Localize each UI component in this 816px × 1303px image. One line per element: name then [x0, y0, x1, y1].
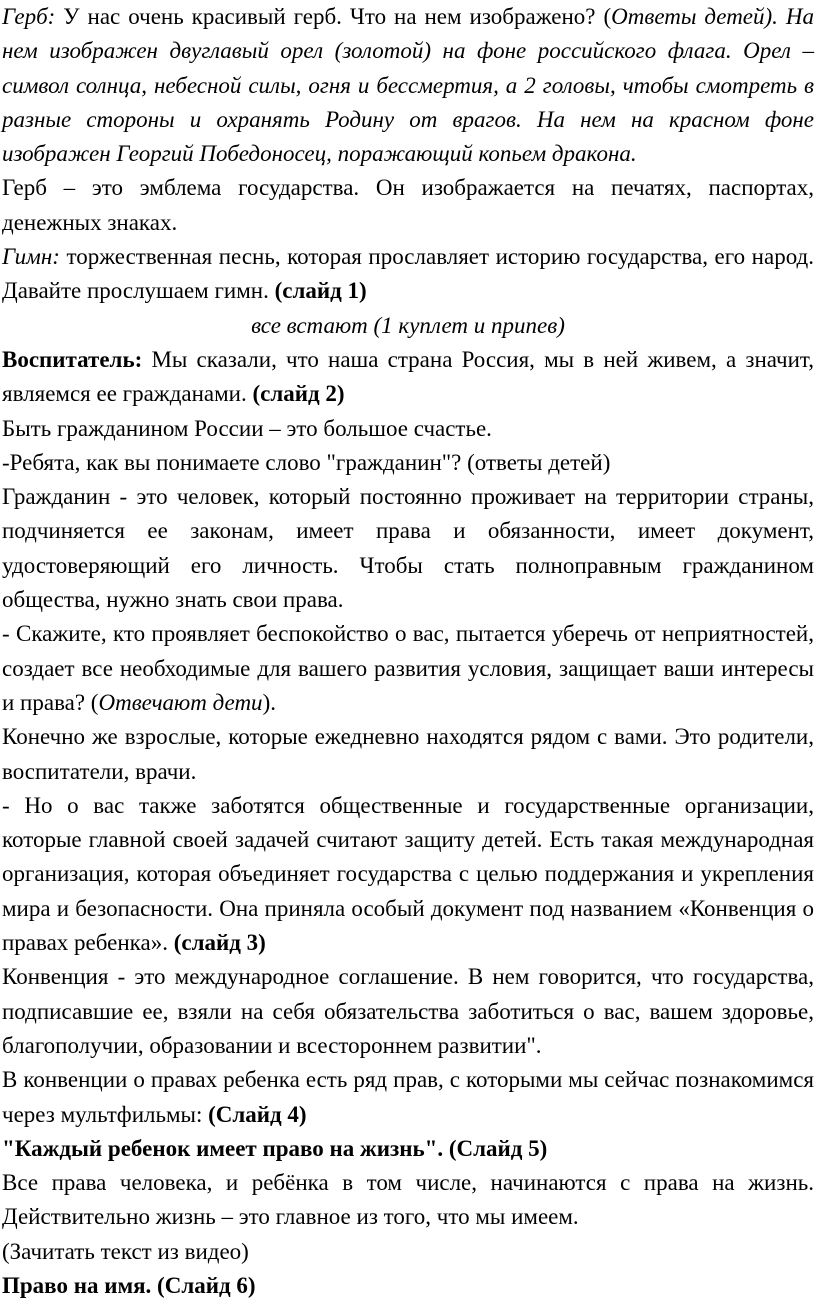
children-answers-label: Ответы детей). — [611, 4, 778, 29]
children-answer-label: Отвечают дети — [98, 689, 263, 715]
coat-of-arms-question: У нас очень красивый герб. Что на нем изображено? ( — [55, 4, 612, 29]
paragraph-coat-of-arms — [2, 0, 814, 171]
paragraph-citizen-definition: Гражданин - это человек, который постоянно проживает на территории страны, подчиняется ее законам, имеет права и обязанности, имеет документ, удостоверяющий его личность. Чтобы стать полноправным гражданином общества, нужно знать свои права. — [2, 484, 814, 613]
coat-of-arms-description: На нем изображен двуглавый орел (золотой) на фоне российского флага. Орел – символ солнца, небесной силы, огня и бессмертия, а 2 головы, чтобы смотреть в разные стороны и охранять Родину от врагов. На нем на красном фоне изображен Георгий Победоносец, поражающий копьем дракона. — [2, 4, 815, 167]
paragraph-read-video: (Зачитать текст из видео) — [2, 1238, 249, 1264]
paragraph-citizen-happiness: Быть гражданином России – это большое счастье. — [2, 415, 492, 441]
paragraph-convention: Конвенция - это международное соглашение. В нем говорится, что государства, подписавшие ее, взяли на себя обязательства заботиться о вас, вашем здоровье, благополучии, образовании и всестороннем развитии". — [2, 964, 814, 1058]
slide-4-label: (Слайд 4) — [208, 1101, 307, 1127]
teacher-text: Мы сказали, что наша страна Россия, мы в ней живем, а значит, являемся ее гражданами. — [2, 346, 814, 407]
stage-direction: все встают (1 куплет и припев) — [251, 312, 565, 338]
label-gerb: Герб: — [2, 4, 56, 29]
who-cares-end: ). — [262, 689, 276, 715]
label-teacher: Воспитатель: — [2, 346, 143, 372]
organizations-text: - Но о вас также заботятся общественные и государственные организации, которые главной своей задачей считают защиту детей. Есть такая международная организация, которая объединяет государства с целью поддержания и укрепления мира и безопасности. Она приняла особый документ под названием «Конвенция о правах ребенка». — [2, 792, 814, 956]
slide-2-label: (слайд 2) — [252, 381, 345, 407]
paragraph-citizen-question: -Ребята, как вы понимаете слово "гражданин"? (ответы детей) — [2, 449, 611, 475]
paragraph-who-cares — [2, 617, 814, 720]
rights-cartoons-text: В конвенции о правах ребенка есть ряд прав, с которыми мы сейчас познакомимся через мультфильмы: — [2, 1067, 814, 1127]
paragraph-teacher — [2, 343, 814, 412]
slide-1-label: (слайд 1) — [274, 278, 367, 304]
paragraph-anthem — [2, 240, 814, 309]
paragraph-emblem: Герб – это эмблема государства. Он изображается на печатях, паспортах, денежных знаках. — [2, 175, 814, 235]
who-cares-text: - Скажите, кто проявляет беспокойство о вас, пытается уберечь от неприятностей, создает все необходимые для вашего развития условия, защищает ваши интересы и права? ( — [2, 621, 814, 715]
paragraph-adults: Конечно же взрослые, которые ежедневно находятся рядом с вами. Это родители, воспитатели, врачи. — [2, 724, 814, 784]
slide-3-label: (слайд 3) — [173, 930, 266, 956]
heading-right-to-life: "Каждый ребенок имеет право на жизнь". (Слайд 5) — [2, 1135, 548, 1161]
anthem-text: торжественная песнь, которая прославляет историю государства, его народ. Давайте прослушаем гимн. — [2, 244, 814, 304]
paragraph-rights-cartoons — [2, 1063, 814, 1132]
paragraph-organizations — [2, 789, 814, 960]
paragraph-right-to-life: Все права человека, и ребёнка в том числе, начинаются с права на жизнь. Действительно жизнь – это главное из того, что мы имеем. — [2, 1170, 814, 1230]
heading-right-to-name: Право на имя. (Слайд 6) — [2, 1272, 256, 1298]
label-gimn: Гимн: — [2, 244, 60, 270]
